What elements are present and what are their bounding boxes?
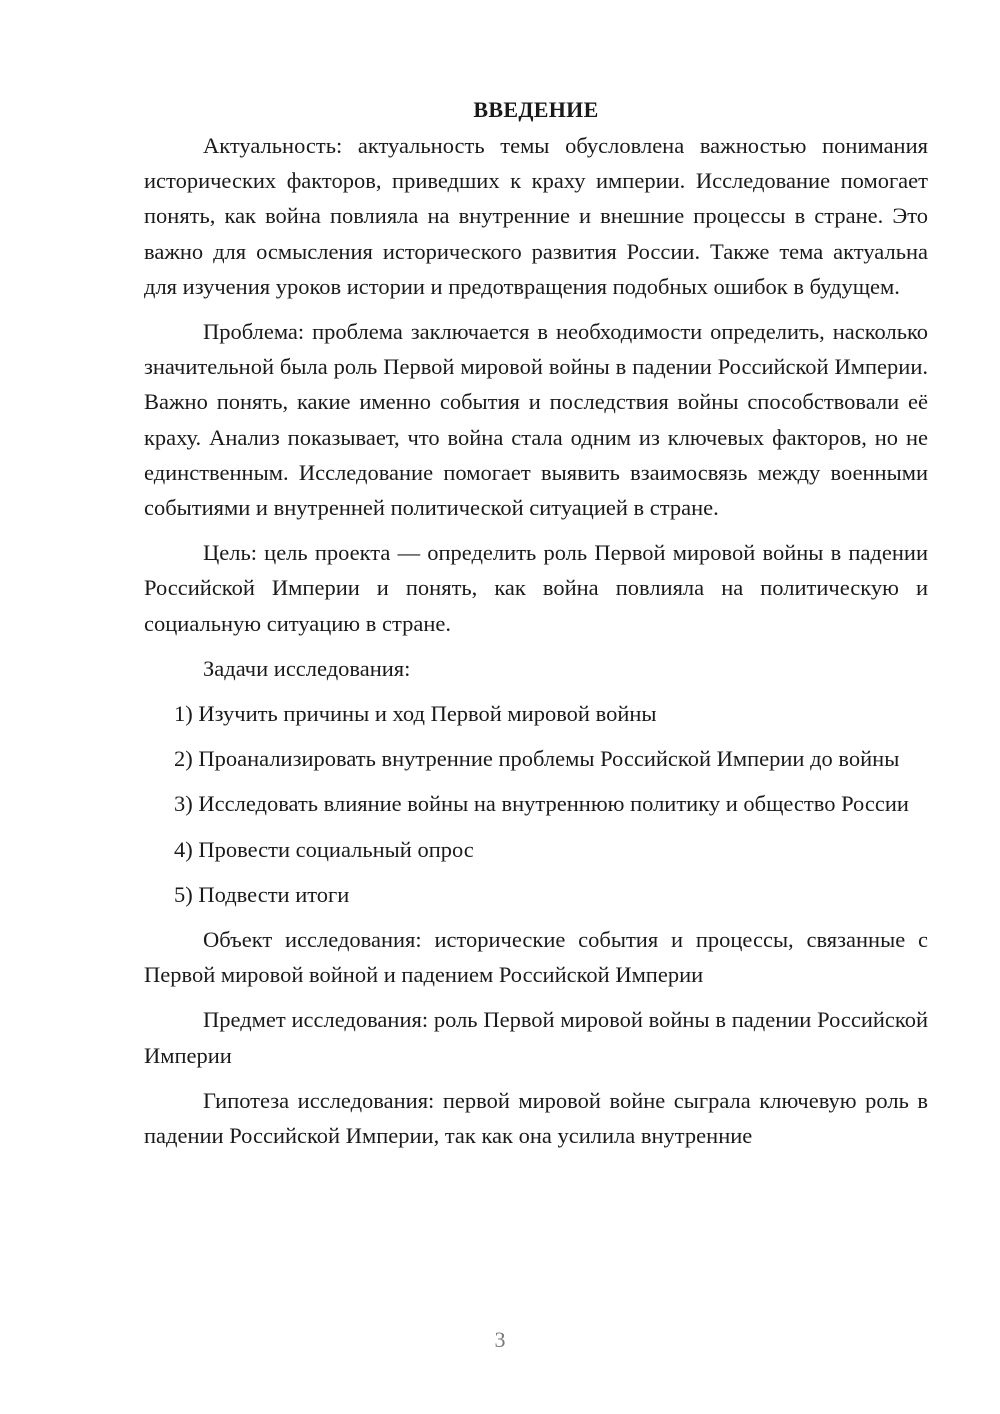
task-item-3: 3) Исследовать влияние войны на внутреннюю политику и общество России	[174, 791, 909, 817]
object-paragraph: Объект исследования: исторические события и процессы, связанные с Первой мировой войной и падением Российской Империи	[144, 927, 928, 988]
section-title: ВВЕДЕНИЕ	[473, 97, 599, 122]
tasks-heading: Задачи исследования:	[203, 655, 411, 681]
problem-paragraph: Проблема: проблема заключается в необходимости определить, насколько значительной была роль Первой мировой войны в падении Российской Империи. Важно понять, какие именно события и последствия войны способствовали её краху. Анализ показывает, что война стала одним из ключевых факторов, но не единственным. Исследование помогает выявить взаимосвязь между военными событиями и внутренней политической ситуацией в стране.	[144, 319, 928, 521]
task-item-1: 1) Изучить причины и ход Первой мировой войны	[174, 701, 657, 727]
task-item-5: 5) Подвести итоги	[174, 881, 350, 907]
subject-paragraph: Предмет исследования: роль Первой мировой войны в падении Российской Империи	[144, 1007, 928, 1068]
relevance-paragraph: Актуальность: актуальность темы обусловлена важностью понимания исторических факторов, приведших к краху империи. Исследование помогает понять, как война повлияла на внутренние и внешние процессы в стране. Это важно для осмысления исторического развития России. Также тема актуальна для изучения уроков истории и предотвращения подобных ошибок в будущем.	[144, 133, 928, 299]
page-number: 3	[494, 1327, 506, 1352]
task-item-4: 4) Провести социальный опрос	[174, 836, 474, 862]
goal-paragraph: Цель: цель проекта — определить роль Первой мировой войны в падении Российской Империи и понять, как война повлияла на политическую и социальную ситуацию в стране.	[144, 540, 928, 636]
hypothesis-paragraph: Гипотеза исследования: первой мировой войне сыграла ключевую роль в падении Российской Империи, так как она усилила внутренние	[144, 1087, 928, 1149]
task-item-2: 2) Проанализировать внутренние проблемы Российской Империи до войны	[174, 746, 900, 772]
document-page	[144, 92, 928, 1163]
